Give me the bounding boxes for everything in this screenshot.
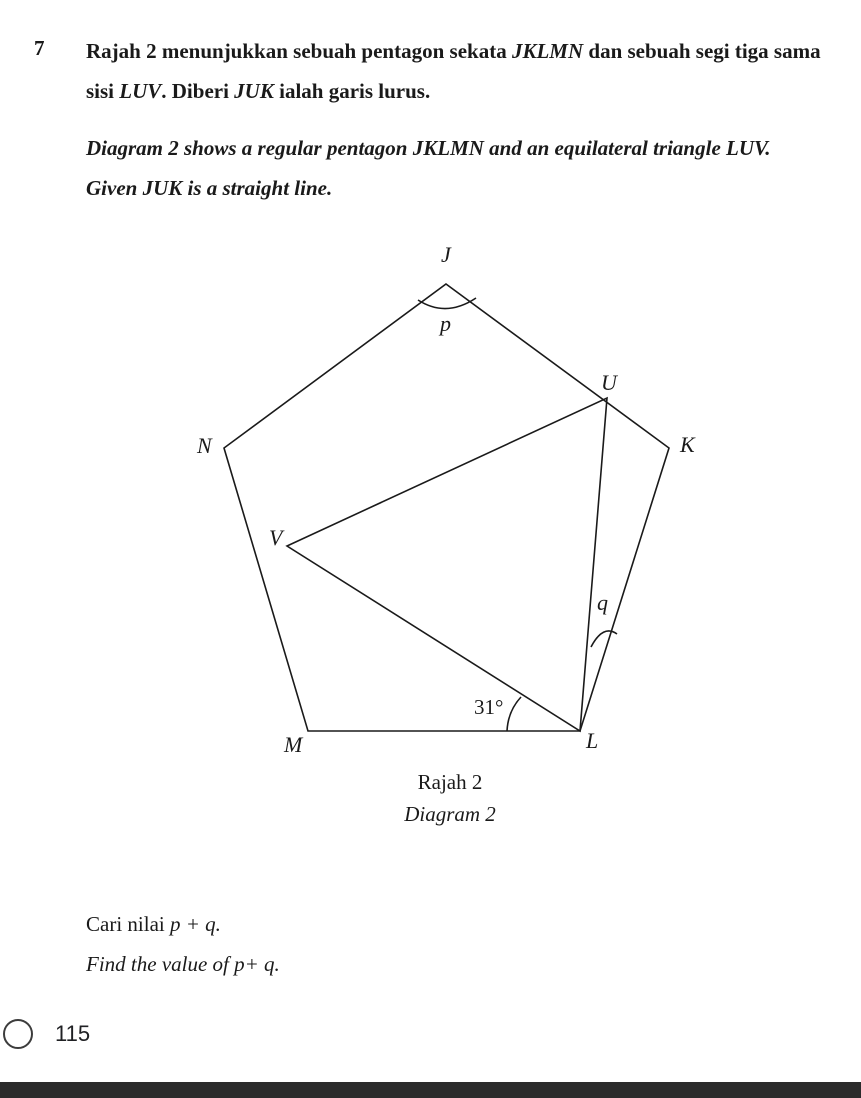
answer-option[interactable] xyxy=(0,1014,90,1054)
angle-31-arc xyxy=(507,697,521,731)
bottom-bar xyxy=(0,1082,861,1098)
question-text-english-line1: Diagram 2 shows a regular pentagon JKLMN and an equilateral triangle LUV. xyxy=(86,136,771,160)
label-l: L xyxy=(586,728,599,753)
label-n: N xyxy=(197,433,212,458)
label-q: q xyxy=(597,590,608,615)
label-31-degrees: 31° xyxy=(474,695,504,719)
label-m: M xyxy=(284,732,303,757)
diagram-caption-english: Diagram 2 xyxy=(404,802,496,826)
label-p: p xyxy=(440,311,451,336)
diagram-caption-malay: Rajah 2 xyxy=(417,770,483,794)
angle-q-arc xyxy=(591,631,617,647)
label-j: J xyxy=(441,242,451,267)
question-text-english-line2: Given JUK is a straight line. xyxy=(86,176,333,200)
label-v: V xyxy=(269,525,283,550)
triangle-luv xyxy=(287,398,607,731)
label-k: K xyxy=(680,432,695,457)
question-text-malay: Rajah 2 menunjukkan sebuah pentagon sekata JKLMN dan sebuah segi tiga sama sisi LUV. Diberi JUK ialah garis lurus. xyxy=(86,39,821,103)
prompt-english: Find the value of p+ q. xyxy=(86,952,280,976)
prompt-malay: Cari nilai p + q. xyxy=(86,912,221,936)
question-number: 7 xyxy=(34,36,45,60)
pentagon-jklmn xyxy=(224,284,669,731)
answer-radio-button[interactable] xyxy=(3,1019,33,1049)
label-u: U xyxy=(601,370,617,395)
answer-option-label: 115 xyxy=(55,1021,91,1046)
